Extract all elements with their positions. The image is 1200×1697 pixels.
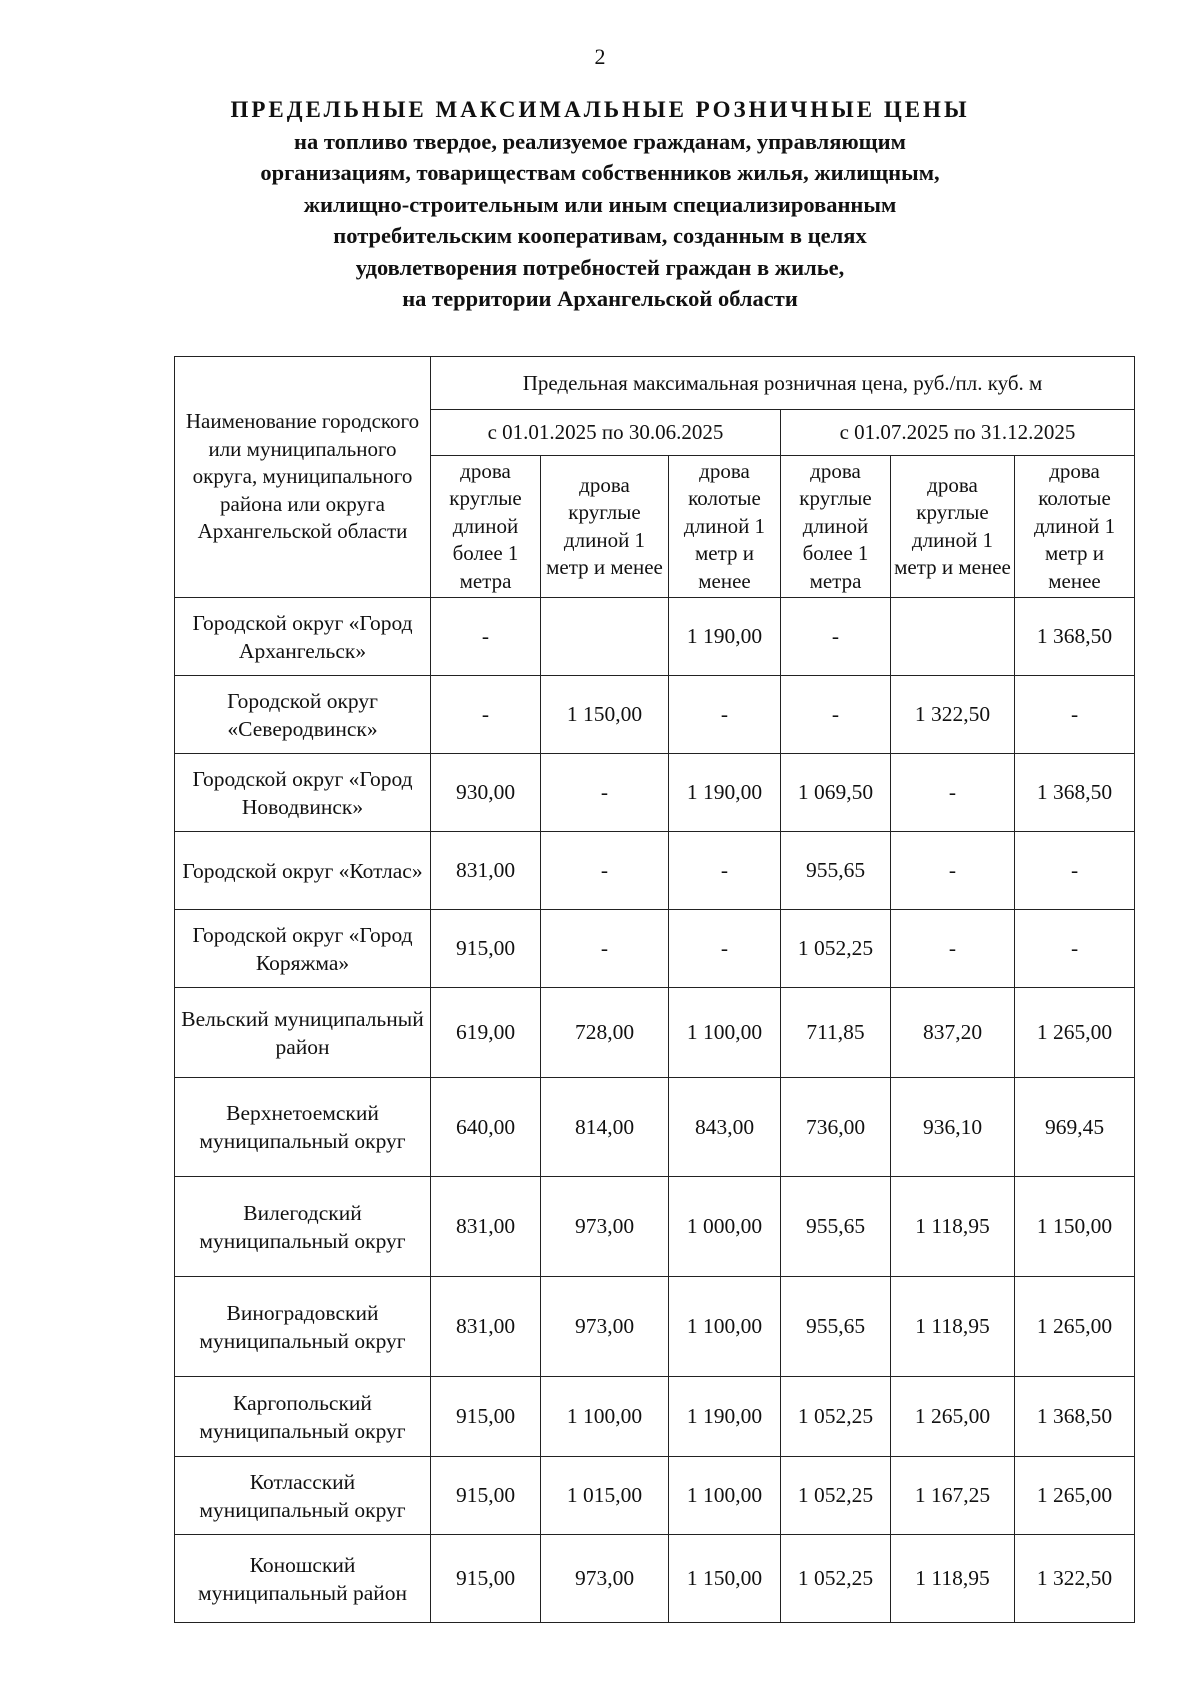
table-row [175,676,1135,754]
price-value: 915,00 [431,1535,541,1623]
price-value: 1 118,95 [891,1277,1015,1377]
fuel-type-header: дрова круглые длиной более 1 метра [781,456,891,598]
price-value: 1 100,00 [669,988,781,1078]
price-value: 1 322,50 [891,676,1015,754]
price-value: 711,85 [781,988,891,1078]
price-value: 1 100,00 [541,1377,669,1457]
price-value: 1 265,00 [1015,988,1135,1078]
table-row [175,1457,1135,1535]
price-value: 1 150,00 [669,1535,781,1623]
price-value: 1 100,00 [669,1457,781,1535]
subtitle-line: организациям, товариществам собственников жилья, жилищным, [260,160,940,185]
price-value: - [431,598,541,676]
price-value: - [669,910,781,988]
price-value: 955,65 [781,832,891,910]
region-name: Городской округ «Котлас» [175,832,431,910]
price-value: - [669,676,781,754]
price-value: 1 052,25 [781,1535,891,1623]
fuel-type-header: дрова колотые длиной 1 метр и менее [1015,456,1135,598]
price-value: 837,20 [891,988,1015,1078]
price-value: 1 069,50 [781,754,891,832]
price-value: 915,00 [431,1457,541,1535]
table-row [175,1177,1135,1277]
price-value: 1 118,95 [891,1177,1015,1277]
fuel-type-header: дрова круглые длиной 1 метр и менее [891,456,1015,598]
subtitle-line: на топливо твердое, реализуемое гражданам, управляющим [294,128,906,154]
price-value: 1 368,50 [1015,754,1135,832]
subtitle-line: жилищно-строительным или иным специализированным [303,191,897,217]
price-value: 1 322,50 [1015,1535,1135,1623]
subtitle-line: удовлетворения потребностей граждан в жилье, [355,254,845,280]
price-value: 915,00 [431,1377,541,1457]
region-name: Верхнетоемский муниципальный округ [175,1078,431,1177]
price-value: 1 118,95 [891,1535,1015,1623]
price-value: 1 100,00 [669,1277,781,1377]
price-value: 728,00 [541,988,669,1078]
table-row [175,832,1135,910]
region-name: Котласский муниципальный округ [175,1457,431,1535]
price-value: 843,00 [669,1078,781,1177]
table-row [175,1535,1135,1623]
price-value: 1 167,25 [891,1457,1015,1535]
fuel-type-header: дрова круглые длиной более 1 метра [431,456,541,598]
price-value: 1 052,25 [781,1457,891,1535]
document-heading [150,94,1050,315]
region-column-header: Наименование городского или муниципального округа, муниципального района или округа Архангельской области [175,357,431,598]
table-row [175,754,1135,832]
price-value: 1 265,00 [1015,1457,1135,1535]
price-value [541,598,669,676]
region-name: Городской округ «Город Архангельск» [175,598,431,676]
price-value: 1 150,00 [541,676,669,754]
region-name: Городской округ «Город Коряжма» [175,910,431,988]
price-value: 1 265,00 [891,1377,1015,1457]
price-value: 1 190,00 [669,598,781,676]
table-row [175,1277,1135,1377]
price-value: - [541,910,669,988]
price-value: 955,65 [781,1277,891,1377]
subtitle-line: на территории Архангельской области [402,286,798,311]
price-value: 1 368,50 [1015,1377,1135,1457]
price-value: - [891,832,1015,910]
price-value: 1 190,00 [669,754,781,832]
price-value: - [669,832,781,910]
price-value: 619,00 [431,988,541,1078]
fuel-type-header: дрова колотые длиной 1 метр и менее [669,456,781,598]
price-value: - [781,598,891,676]
price-value: 1 265,00 [1015,1277,1135,1377]
price-value: - [1015,832,1135,910]
price-value: - [541,832,669,910]
document-title: ПРЕДЕЛЬНЫЕ МАКСИМАЛЬНЫЕ РОЗНИЧНЫЕ ЦЕНЫ [230,97,970,122]
region-name: Каргопольский муниципальный округ [175,1377,431,1457]
price-value: 1 150,00 [1015,1177,1135,1277]
subtitle-line: потребительским кооперативам, созданным в целях [333,223,867,248]
region-name: Вилегодский муниципальный округ [175,1177,431,1277]
price-value: 1 015,00 [541,1457,669,1535]
price-value: 955,65 [781,1177,891,1277]
region-name: Коношский муниципальный район [175,1535,431,1623]
region-name: Вельский муниципальный район [175,988,431,1078]
price-value: - [781,676,891,754]
price-value: 831,00 [431,1277,541,1377]
price-value: 831,00 [431,1177,541,1277]
price-value: 736,00 [781,1078,891,1177]
price-value: 1 052,25 [781,910,891,988]
table-row [175,598,1135,676]
price-column-header: Предельная максимальная розничная цена, руб./пл. куб. м [431,357,1135,410]
table-row [175,988,1135,1078]
price-value: 973,00 [541,1535,669,1623]
price-value: 1 000,00 [669,1177,781,1277]
price-value [891,598,1015,676]
price-value: 915,00 [431,910,541,988]
price-value: - [431,676,541,754]
region-name: Городской округ «Северодвинск» [175,676,431,754]
table-header [175,357,1135,598]
page-number: 2 [594,44,606,69]
price-value: 814,00 [541,1078,669,1177]
price-value: - [1015,676,1135,754]
price-value: - [541,754,669,832]
price-value: - [891,754,1015,832]
region-name: Виноградовский муниципальный округ [175,1277,431,1377]
table-row [175,1078,1135,1177]
price-value: 930,00 [431,754,541,832]
price-value: 973,00 [541,1177,669,1277]
fuel-type-header: дрова круглые длиной 1 метр и менее [541,456,669,598]
price-value: 1 368,50 [1015,598,1135,676]
table-row [175,1377,1135,1457]
price-value: - [891,910,1015,988]
price-value: - [1015,910,1135,988]
price-value: 936,10 [891,1078,1015,1177]
table-row [175,910,1135,988]
price-value: 640,00 [431,1078,541,1177]
price-value: 1 190,00 [669,1377,781,1457]
price-value: 831,00 [431,832,541,910]
region-name: Городской округ «Город Новодвинск» [175,754,431,832]
price-table [174,356,1135,1623]
price-value: 973,00 [541,1277,669,1377]
price-value: 1 052,25 [781,1377,891,1457]
price-value: 969,45 [1015,1078,1135,1177]
period-header: с 01.01.2025 по 30.06.2025 [431,410,781,456]
period-header: с 01.07.2025 по 31.12.2025 [781,410,1135,456]
